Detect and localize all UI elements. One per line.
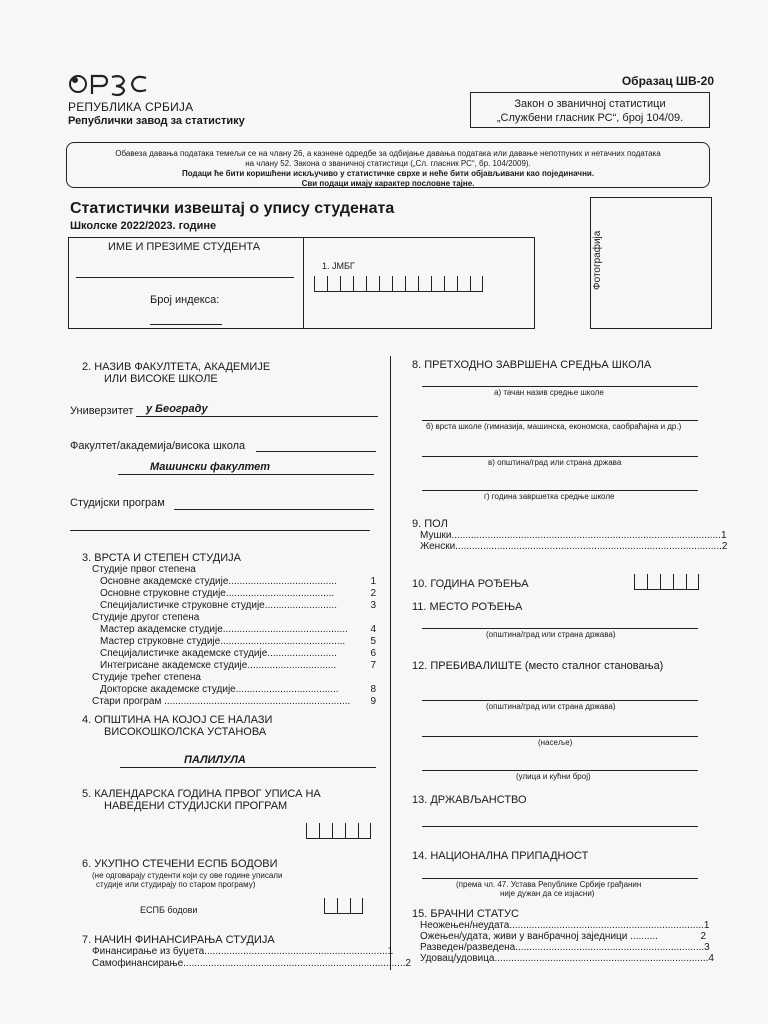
law-box [470, 92, 710, 128]
s14-title: 14. НАЦИОНАЛНА ПРИПАДНОСТ [412, 850, 589, 862]
list-item-code: 8 [370, 684, 376, 695]
s12-field-2[interactable] [422, 736, 698, 737]
s11-title: 11. МЕСТО РОЂЕЊА [412, 601, 523, 613]
s8-a-field[interactable] [422, 386, 698, 387]
s8-g-field[interactable] [422, 490, 698, 491]
list-item-label: Самофинансирање................................................................................ [92, 958, 406, 969]
s8-g-caption: г) година завршетка средње школе [484, 492, 615, 501]
list-item-label: Докторске академске студије..................................... [100, 684, 339, 695]
list-item-code: 2 [405, 958, 411, 969]
s12-title: 12. ПРЕБИВАЛИШТЕ (место сталног становања) [412, 660, 664, 672]
list-item-label: Мастер струковне студије............................................. [100, 636, 346, 647]
s5-title1: 5. КАЛЕНДАРСКА ГОДИНА ПРВОГ УПИСА НА [82, 788, 321, 800]
list-item-code: 1 [387, 946, 394, 957]
page-subtitle: Школске 2022/2023. године [70, 220, 217, 232]
list-item-label: Студије трећег степена [92, 672, 201, 683]
rzs-logo [68, 72, 168, 96]
list-item[interactable] [92, 958, 411, 970]
s12-caption2: (насеље) [538, 738, 573, 747]
s2-title2: ИЛИ ВИСОКЕ ШКОЛЕ [104, 373, 218, 385]
s3-list [92, 564, 376, 708]
photo-label: Фотографија [592, 230, 603, 290]
list-item-code: 4 [708, 953, 714, 964]
s2-title1: 2. НАЗИВ ФАКУЛТЕТА, АКАДЕМИЈЕ [82, 361, 271, 373]
list-item[interactable] [420, 920, 710, 931]
notice-line1: Обавеза давања података темељи се на члану 26, а казнене одредбе за одбијање давања података или давање непотпуних и нетачних података [115, 149, 661, 158]
s7-title: 7. НАЧИН ФИНАНСИРАЊА СТУДИЈА [82, 934, 275, 946]
list-item-label: Ожењен/удата, живи у ванбрачној заједници .......... [420, 931, 658, 942]
faculty-label: Факултет/академија/висока школа [70, 440, 246, 452]
list-item[interactable] [92, 696, 376, 708]
s15-title: 15. БРАЧНИ СТАТУС [412, 908, 519, 920]
s7-list [92, 946, 411, 970]
s15-list [420, 920, 714, 964]
list-item-label: Основне струковне студије....................................... [100, 588, 335, 599]
notice-box [66, 142, 710, 188]
s6-note1: (не одговарају студенти који су ове године уписали [92, 871, 283, 880]
list-item-code: 1 [703, 920, 710, 931]
list-item-label: Мушки................................................................................................. [420, 530, 721, 541]
s8-title: 8. ПРЕТХОДНО ЗАВРШЕНА СРЕДЊА ШКОЛА [412, 359, 652, 371]
list-item[interactable] [92, 648, 376, 660]
law-line1: Закон о званичној статистици [514, 98, 666, 110]
s6-title: 6. УКУПНО СТЕЧЕНИ ЕСПБ БОДОВИ [82, 858, 278, 870]
list-item-code: 3 [704, 942, 710, 953]
list-item-code: 1 [370, 576, 376, 587]
list-item[interactable] [420, 931, 706, 942]
notice-line2: на члану 52. Закона о званичној статистици („Сл. гласник РС“, бр. 104/2009). [245, 159, 531, 168]
s9-list [420, 530, 728, 552]
s10-title: 10. ГОДИНА РОЂЕЊА [412, 578, 529, 590]
list-item[interactable] [420, 530, 727, 541]
form-code: Образац ШВ-20 [621, 74, 714, 88]
s12-field-3[interactable] [422, 770, 698, 771]
org-line2: Републички завод за статистику [68, 115, 245, 127]
list-item[interactable] [92, 672, 376, 684]
list-item-code [366, 564, 376, 576]
jmbg-cells[interactable] [314, 276, 483, 292]
photo-box [590, 197, 712, 329]
student-name-label: ИМЕ И ПРЕЗИМЕ СТУДЕНТА [108, 241, 261, 253]
jmbg-label: 1. ЈМБГ [322, 261, 355, 271]
list-item[interactable] [92, 946, 394, 958]
s5-title2: НАВЕДЕНИ СТУДИЈСКИ ПРОГРАМ [104, 800, 288, 812]
faculty-field-1[interactable] [256, 450, 376, 452]
list-item-label: Мастер академске студије............................................. [100, 624, 348, 635]
index-label: Број индекса: [150, 294, 220, 306]
list-item-code: 4 [370, 624, 376, 635]
s14-note1: (према чл. 47. Устава Републике Србије грађанин [456, 880, 642, 889]
list-item-label: Студије првог степена [92, 564, 196, 575]
list-item-code: 6 [370, 648, 376, 659]
s5-year-cells[interactable] [306, 823, 371, 839]
s14-field[interactable] [422, 878, 698, 879]
program-field-1[interactable] [174, 508, 374, 510]
s6-note2: студије или студирају по старом програму) [96, 880, 256, 889]
espb-label: ЕСПБ бодови [140, 905, 198, 915]
list-item[interactable] [92, 576, 376, 588]
student-name-field[interactable] [76, 277, 294, 278]
list-item-label: Специјалистичке академске студије......................... [100, 648, 337, 659]
s8-v-field[interactable] [422, 456, 698, 457]
list-item-label: Интегрисане академске студије................................ [100, 660, 337, 671]
birth-year-cells[interactable] [634, 574, 699, 590]
notice-line4: Сви подаци имају карактер пословне тајне. [301, 179, 475, 188]
s3-title: 3. ВРСТА И СТЕПЕН СТУДИЈА [82, 552, 241, 564]
list-item-label: Неожењен/неудата...................................................................... [420, 920, 704, 931]
faculty-field-2[interactable] [118, 473, 374, 475]
program-field-2[interactable] [70, 529, 370, 531]
s11-caption: (општина/град или страна држава) [486, 630, 616, 639]
faculty-value: Машински факултет [150, 461, 271, 473]
university-label: Универзитет [70, 405, 134, 417]
list-item-code [366, 612, 376, 624]
list-item-code: 9 [370, 696, 376, 707]
list-item[interactable] [420, 541, 728, 552]
list-item-label: Разведен/разведена.................................................................... [420, 942, 705, 953]
s8-v-caption: в) општина/град или страна држава [488, 458, 622, 467]
list-item-label: Студије другог степена [92, 612, 200, 623]
law-line2: „Службени гласник РС“, број 104/09. [496, 112, 684, 124]
list-item-label: Женски................................................................................................ [420, 541, 722, 552]
list-item[interactable] [92, 624, 376, 636]
s11-field[interactable] [422, 628, 698, 629]
s4-title1: 4. ОПШТИНА НА КОЈОЈ СЕ НАЛАЗИ [82, 714, 273, 726]
list-item-code: 2 [370, 588, 376, 599]
s8-a-caption: а) тачан назив средње школе [494, 388, 604, 397]
s12-caption1: (општина/град или страна држава) [486, 702, 616, 711]
list-item-label: Основне академске студије....................................... [100, 576, 337, 587]
list-item[interactable] [420, 953, 714, 964]
s13-title: 13. ДРЖАВЉАНСТВО [412, 794, 527, 806]
university-value: у Београду [146, 403, 208, 415]
s12-caption3: (улица и кућни број) [516, 772, 591, 781]
s4-field[interactable] [120, 766, 376, 768]
s8-b-caption: б) врста школе (гимназија, машинска, економска, саобраћајна и др.) [426, 422, 682, 431]
org-line1: РЕПУБЛИКА СРБИЈА [68, 100, 194, 114]
s9-title: 9. ПОЛ [412, 518, 448, 530]
index-field[interactable] [150, 324, 222, 325]
s8-b-field[interactable] [422, 420, 698, 421]
list-item[interactable] [92, 600, 376, 612]
list-item[interactable] [92, 660, 376, 672]
list-item-code: 2 [721, 541, 728, 552]
list-item[interactable] [92, 684, 376, 696]
list-item-code: 3 [370, 600, 376, 611]
page-title: Статистички извештај о упису студената [70, 200, 395, 217]
list-item[interactable] [420, 942, 710, 953]
s4-title2: ВИСОКОШКОЛСКА УСТАНОВА [104, 726, 267, 738]
list-item-code: 5 [370, 636, 376, 647]
list-item-label: Стари програм ................................................................... [92, 696, 351, 707]
list-item-code [366, 672, 376, 684]
list-item-label: Специјалистичке струковне студије.......................... [100, 600, 337, 611]
list-item-code: 7 [370, 660, 376, 671]
list-item-label: Удовац/удовица............................................................................. [420, 953, 709, 964]
s13-field[interactable] [422, 826, 698, 827]
notice-line3: Подаци ће бити коришћени искључиво у статистичке сврхе и неће бити објављивани као појединачни. [181, 169, 595, 178]
program-label: Студијски програм [70, 497, 165, 509]
list-item-code: 1 [720, 530, 727, 541]
list-item-code: 2 [700, 931, 706, 942]
list-item[interactable] [92, 636, 376, 648]
list-item[interactable] [92, 612, 376, 624]
list-item[interactable] [92, 588, 376, 600]
espb-cells[interactable] [324, 898, 363, 914]
list-item[interactable] [92, 564, 376, 576]
s14-note2: није дужан да се изјасни) [500, 889, 595, 898]
s12-field-1[interactable] [422, 700, 698, 701]
column-divider [390, 356, 391, 970]
s4-value: ПАЛИЛУЛА [184, 754, 246, 766]
list-item-label: Финансирање из буџета.................................................................. [92, 946, 388, 957]
